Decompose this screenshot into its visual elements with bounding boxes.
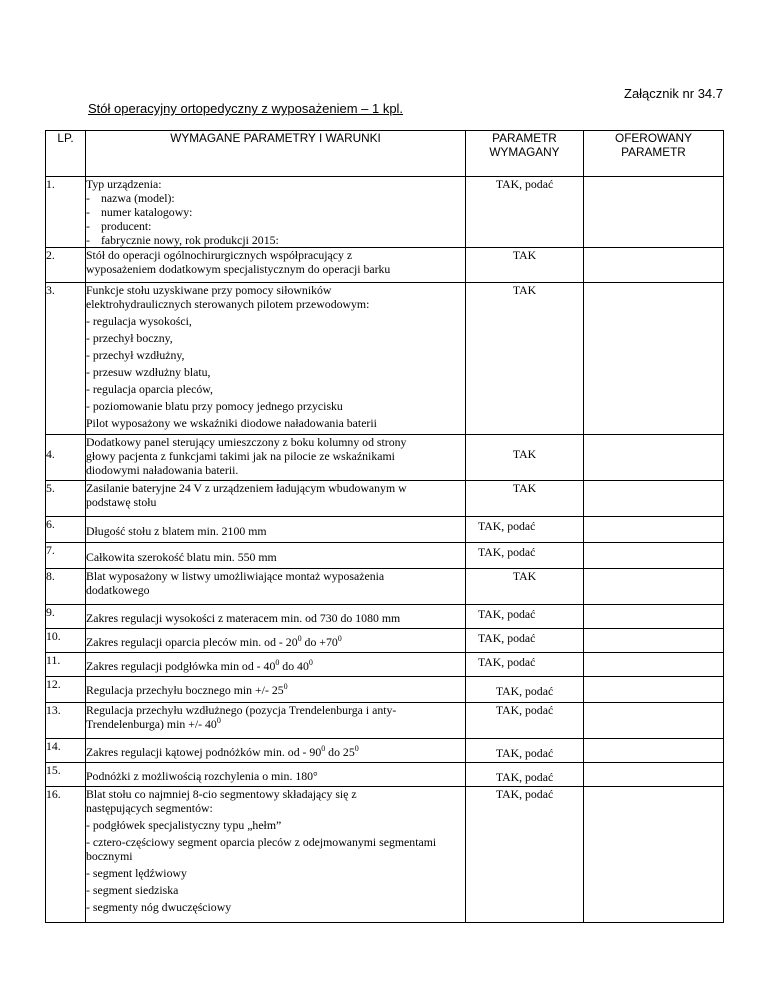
- row-number: 15.: [46, 763, 86, 787]
- row-number: 7.: [46, 543, 86, 569]
- list-item: - podgłówek specjalistyczny typu „hełm”: [86, 818, 282, 832]
- required-value: TAK: [466, 481, 584, 517]
- required-value: TAK: [466, 283, 584, 435]
- header-lp: LP.: [46, 131, 86, 177]
- text-line: Blat wyposażony w listwy umożliwiające montaż wyposażenia: [86, 569, 385, 583]
- text-line: następujących segmentów:: [86, 801, 213, 815]
- row-number: 11.: [46, 653, 86, 677]
- superscript: 0: [275, 658, 280, 668]
- list-item: - przechył boczny,: [86, 331, 173, 345]
- list-item: - nazwa (model):: [86, 191, 175, 205]
- row-description: [86, 248, 466, 283]
- list-item: - producent:: [86, 219, 152, 233]
- table-row: [46, 653, 724, 677]
- text-line: podstawę stołu: [86, 495, 157, 509]
- row-head: Typ urządzenia:: [86, 177, 162, 191]
- required-value: TAK, podać: [466, 177, 584, 248]
- table-row: [46, 703, 724, 739]
- text-fragment: Zakres regulacji oparcia pleców min. od - 20: [86, 635, 298, 649]
- table-row: [46, 787, 724, 923]
- row-number: 2.: [46, 248, 86, 283]
- annex-label: Załącznik nr 34.7: [624, 86, 723, 101]
- superscript: 0: [321, 744, 326, 754]
- row-number: 6.: [46, 517, 86, 543]
- list-item: - fabrycznie nowy, rok produkcji 2015:: [86, 233, 279, 247]
- offered-value-cell[interactable]: [584, 629, 724, 653]
- table-row: [46, 283, 724, 435]
- list-item: - segment lędźwiowy: [86, 866, 187, 880]
- text-fragment: Zakres regulacji kątowej podnóżków min. od - 90: [86, 745, 322, 759]
- required-value: TAK, podać: [466, 605, 584, 629]
- document-title: Stół operacyjny ortopedyczny z wyposażeniem – 1 kpl.: [88, 101, 404, 116]
- offered-value-cell[interactable]: [584, 248, 724, 283]
- table-row: [46, 677, 724, 703]
- text-line: głowy pacjenta z funkcjami takimi jak na pilocie ze wskaźnikami: [86, 449, 395, 463]
- row-number: 3.: [46, 283, 86, 435]
- table-row: [46, 629, 724, 653]
- text-line: wyposażeniem dodatkowym specjalistycznym do operacji barku: [86, 262, 391, 276]
- text-line: Blat stołu co najmniej 8-cio segmentowy składający się z: [86, 787, 357, 801]
- row-description: [86, 177, 466, 248]
- required-value: TAK, podać: [466, 629, 584, 653]
- row-description: [86, 787, 466, 923]
- offered-value-cell[interactable]: [584, 435, 724, 481]
- list-item: - poziomowanie blatu przy pomocy jednego przycisku: [86, 399, 343, 413]
- row-description: [86, 629, 466, 653]
- header-param-required: [466, 131, 584, 177]
- row-number: 16.: [46, 787, 86, 923]
- row-description: Podnóżki z możliwością rozchylenia o min. 180°: [86, 763, 466, 787]
- header-param-offered: [584, 131, 724, 177]
- table-row: [46, 481, 724, 517]
- text-fragment: do 25: [325, 745, 355, 759]
- required-value: TAK, podać: [466, 703, 584, 739]
- required-value: TAK, podać: [466, 543, 584, 569]
- row-number: 12.: [46, 677, 86, 703]
- row-description: [86, 703, 466, 739]
- table-row: [46, 543, 724, 569]
- offered-value-cell[interactable]: [584, 677, 724, 703]
- offered-value-cell[interactable]: [584, 283, 724, 435]
- list-item: - cztero-częściowy segment oparcia pleców z odejmowanymi segmentami bocznymi: [86, 835, 437, 863]
- superscript: 0: [216, 716, 221, 726]
- superscript: 0: [337, 634, 342, 644]
- text-line: Funkcje stołu uzyskiwane przy pomocy siłowników: [86, 283, 332, 297]
- row-description: [86, 739, 466, 763]
- text-fragment: Regulacja przechyłu bocznego min +/- 25: [86, 683, 284, 697]
- text-line: Trendelenburga) min +/- $40^0$: [86, 716, 221, 731]
- text-line: dodatkowego: [86, 583, 150, 597]
- superscript: 0: [297, 634, 302, 644]
- row-description: [86, 283, 466, 435]
- required-value: TAK: [466, 435, 584, 481]
- required-value: TAK: [466, 248, 584, 283]
- table-row: [46, 605, 724, 629]
- text-fragment: do 40: [279, 659, 309, 673]
- offered-value-cell[interactable]: [584, 703, 724, 739]
- offered-value-cell[interactable]: [584, 543, 724, 569]
- text-line: Dodatkowy panel sterujący umieszczony z boku kolumny od strony: [86, 435, 407, 449]
- header-param-required-line2: WYMAGANY: [489, 145, 560, 159]
- text-line: diodowymi naładowania baterii.: [86, 463, 239, 477]
- superscript: 0: [283, 682, 288, 692]
- list-item: - przechył wzdłużny,: [86, 348, 185, 362]
- offered-value-cell[interactable]: [584, 569, 724, 605]
- row-description: [86, 677, 466, 703]
- offered-value-cell[interactable]: [584, 787, 724, 923]
- text-line: Zasilanie bateryjne 24 V z urządzeniem ładującym wbudowanym w: [86, 481, 407, 495]
- superscript: 0: [354, 744, 359, 754]
- offered-value-cell[interactable]: [584, 739, 724, 763]
- list-item: - regulacja oparcia pleców,: [86, 382, 213, 396]
- list-item: - numer katalogowy:: [86, 205, 193, 219]
- table-row: [46, 763, 724, 787]
- table-row: [46, 517, 724, 543]
- offered-value-cell[interactable]: [584, 605, 724, 629]
- row-number: 8.: [46, 569, 86, 605]
- table-row: [46, 248, 724, 283]
- table-row: [46, 569, 724, 605]
- row-description: Całkowita szerokość blatu min. 550 mm: [86, 543, 466, 569]
- row-number: 14.: [46, 739, 86, 763]
- superscript: 0: [308, 658, 313, 668]
- row-number: 10.: [46, 629, 86, 653]
- row-description: [86, 653, 466, 677]
- required-value: TAK, podać: [466, 677, 584, 703]
- row-number: 1.: [46, 177, 86, 248]
- header-param-required-line1: PARAMETR: [492, 131, 557, 145]
- row-number: 4.: [46, 435, 86, 481]
- required-value: TAK, podać: [466, 653, 584, 677]
- offered-value-cell[interactable]: [584, 517, 724, 543]
- list-item: - przesuw wzdłużny blatu,: [86, 365, 211, 379]
- required-value: TAK, podać: [466, 787, 584, 923]
- table-row: [46, 739, 724, 763]
- table-row: [46, 435, 724, 481]
- text-fragment: do +70: [301, 635, 338, 649]
- header-requirements: WYMAGANE PARAMETRY I WARUNKI: [86, 131, 466, 177]
- table-row: [46, 177, 724, 248]
- row-number: 13.: [46, 703, 86, 739]
- row-description: [86, 481, 466, 517]
- required-value: TAK, podać: [466, 739, 584, 763]
- list-item: - regulacja wysokości,: [86, 314, 192, 328]
- offered-value-cell[interactable]: [584, 177, 724, 248]
- requirements-table: [45, 130, 724, 923]
- text-line: Pilot wyposażony we wskaźniki diodowe naładowania baterii: [86, 416, 377, 430]
- header-param-offered-line1: OFEROWANY: [615, 131, 692, 145]
- header-param-offered-line2: PARAMETR: [621, 145, 686, 159]
- text-line: Regulacja przechyłu wzdłużnego (pozycja Trendelenburga i anty-: [86, 703, 397, 717]
- required-value: TAK: [466, 569, 584, 605]
- required-value: TAK, podać: [466, 763, 584, 787]
- row-description: Długość stołu z blatem min. 2100 mm: [86, 517, 466, 543]
- offered-value-cell[interactable]: [584, 481, 724, 517]
- offered-value-cell[interactable]: [584, 763, 724, 787]
- required-value: TAK, podać: [466, 517, 584, 543]
- list-item: - segmenty nóg dwuczęściowy: [86, 900, 232, 914]
- header-row: [46, 131, 724, 177]
- offered-value-cell[interactable]: [584, 653, 724, 677]
- text-fragment: Zakres regulacji podgłówka min od - 40: [86, 659, 276, 673]
- list-item: - segment siedziska: [86, 883, 179, 897]
- row-number: 5.: [46, 481, 86, 517]
- row-description: Zakres regulacji wysokości z materacem min. od 730 do 1080 mm: [86, 605, 466, 629]
- row-description: [86, 569, 466, 605]
- text-line: Stół do operacji ogólnochirurgicznych współpracujący z: [86, 248, 353, 262]
- text-line: elektrohydraulicznych sterowanych pilotem przewodowym:: [86, 297, 370, 311]
- row-description: [86, 435, 466, 481]
- row-number: 9.: [46, 605, 86, 629]
